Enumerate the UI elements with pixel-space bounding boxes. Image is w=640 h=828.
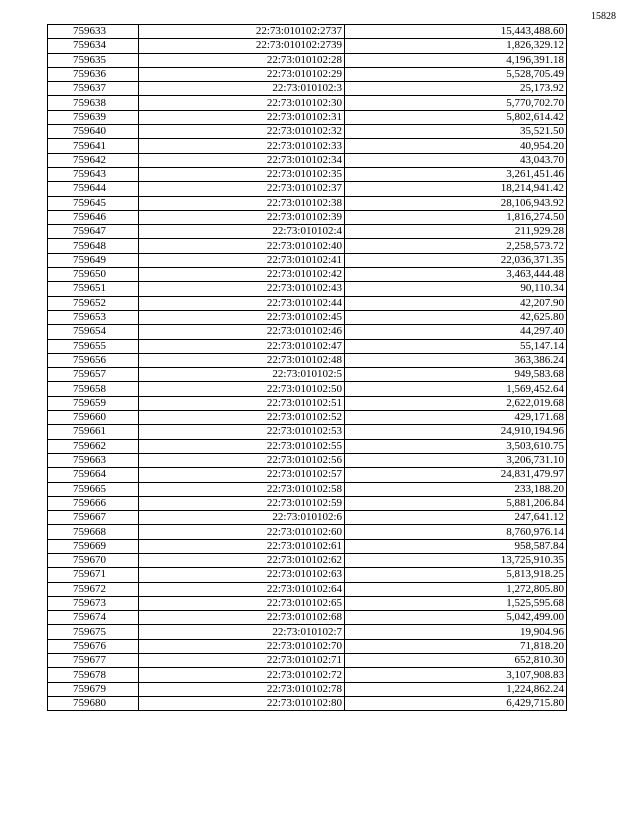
- table-row: [48, 339, 567, 353]
- cadastral-number-cell: 22:73:010102:63: [139, 568, 345, 582]
- amount-cell: 958,587.84: [345, 539, 567, 553]
- row-id-cell: 759652: [48, 296, 139, 310]
- amount-cell: 2,622,019.68: [345, 396, 567, 410]
- amount-cell: 3,503,610.75: [345, 439, 567, 453]
- table-row: [48, 639, 567, 653]
- page-number: 15828: [591, 11, 616, 22]
- table-row: [48, 67, 567, 81]
- row-id-cell: 759668: [48, 525, 139, 539]
- table-row: [48, 696, 567, 710]
- row-id-cell: 759640: [48, 125, 139, 139]
- amount-cell: 2,258,573.72: [345, 239, 567, 253]
- amount-cell: 1,272,805.80: [345, 582, 567, 596]
- amount-cell: 13,725,910.35: [345, 553, 567, 567]
- amount-cell: 1,525,595.68: [345, 596, 567, 610]
- cadastral-number-cell: 22:73:010102:40: [139, 239, 345, 253]
- amount-cell: 5,881,206.84: [345, 496, 567, 510]
- table-row: [48, 582, 567, 596]
- row-id-cell: 759680: [48, 696, 139, 710]
- table-row: [48, 296, 567, 310]
- table-row: [48, 39, 567, 53]
- amount-cell: 18,214,941.42: [345, 182, 567, 196]
- row-id-cell: 759646: [48, 210, 139, 224]
- cadastral-number-cell: 22:73:010102:29: [139, 67, 345, 81]
- amount-cell: 949,583.68: [345, 368, 567, 382]
- row-id-cell: 759675: [48, 625, 139, 639]
- table-row: [48, 611, 567, 625]
- row-id-cell: 759672: [48, 582, 139, 596]
- row-id-cell: 759645: [48, 196, 139, 210]
- row-id-cell: 759636: [48, 67, 139, 81]
- cadastral-number-cell: 22:73:010102:61: [139, 539, 345, 553]
- row-id-cell: 759634: [48, 39, 139, 53]
- amount-cell: 42,207.90: [345, 296, 567, 310]
- cadastral-number-cell: 22:73:010102:43: [139, 282, 345, 296]
- row-id-cell: 759671: [48, 568, 139, 582]
- cadastral-number-cell: 22:73:010102:55: [139, 439, 345, 453]
- table-row: [48, 568, 567, 582]
- cadastral-number-cell: 22:73:010102:46: [139, 325, 345, 339]
- row-id-cell: 759641: [48, 139, 139, 153]
- cadastral-number-cell: 22:73:010102:50: [139, 382, 345, 396]
- row-id-cell: 759666: [48, 496, 139, 510]
- amount-cell: 5,770,702.70: [345, 96, 567, 110]
- cadastral-number-cell: 22:73:010102:30: [139, 96, 345, 110]
- table-row: [48, 353, 567, 367]
- row-id-cell: 759648: [48, 239, 139, 253]
- row-id-cell: 759654: [48, 325, 139, 339]
- row-id-cell: 759647: [48, 225, 139, 239]
- table-row: [48, 682, 567, 696]
- row-id-cell: 759656: [48, 353, 139, 367]
- cadastral-number-cell: 22:73:010102:39: [139, 210, 345, 224]
- cadastral-number-cell: 22:73:010102:41: [139, 253, 345, 267]
- table-row: [48, 325, 567, 339]
- amount-cell: 5,528,705.49: [345, 67, 567, 81]
- amount-cell: 5,802,614.42: [345, 110, 567, 124]
- table-row: [48, 182, 567, 196]
- cadastral-number-cell: 22:73:010102:31: [139, 110, 345, 124]
- cadastral-number-cell: 22:73:010102:5: [139, 368, 345, 382]
- table-row: [48, 539, 567, 553]
- row-id-cell: 759633: [48, 25, 139, 39]
- row-id-cell: 759674: [48, 611, 139, 625]
- amount-cell: 3,463,444.48: [345, 268, 567, 282]
- table-row: [48, 96, 567, 110]
- table-row: [48, 310, 567, 324]
- cadastral-number-cell: 22:73:010102:45: [139, 310, 345, 324]
- table-row: [48, 411, 567, 425]
- table-row: [48, 654, 567, 668]
- amount-cell: 8,760,976.14: [345, 525, 567, 539]
- cadastral-number-cell: 22:73:010102:44: [139, 296, 345, 310]
- cadastral-number-cell: 22:73:010102:72: [139, 668, 345, 682]
- table-row: [48, 268, 567, 282]
- row-id-cell: 759657: [48, 368, 139, 382]
- row-id-cell: 759644: [48, 182, 139, 196]
- table-row: [48, 625, 567, 639]
- row-id-cell: 759650: [48, 268, 139, 282]
- table-body: [48, 25, 567, 711]
- amount-cell: 22,036,371.35: [345, 253, 567, 267]
- table-row: [48, 139, 567, 153]
- cadastral-number-cell: 22:73:010102:65: [139, 596, 345, 610]
- cadastral-number-cell: 22:73:010102:60: [139, 525, 345, 539]
- cadastral-number-cell: 22:73:010102:32: [139, 125, 345, 139]
- cadastral-number-cell: 22:73:010102:4: [139, 225, 345, 239]
- row-id-cell: 759635: [48, 53, 139, 67]
- row-id-cell: 759637: [48, 82, 139, 96]
- row-id-cell: 759679: [48, 682, 139, 696]
- cadastral-number-cell: 22:73:010102:80: [139, 696, 345, 710]
- amount-cell: 3,107,908.83: [345, 668, 567, 682]
- amount-cell: 15,443,488.60: [345, 25, 567, 39]
- amount-cell: 1,826,329.12: [345, 39, 567, 53]
- table-row: [48, 496, 567, 510]
- row-id-cell: 759678: [48, 668, 139, 682]
- amount-cell: 652,810.30: [345, 654, 567, 668]
- row-id-cell: 759651: [48, 282, 139, 296]
- table-row: [48, 668, 567, 682]
- amount-cell: 40,954.20: [345, 139, 567, 153]
- row-id-cell: 759642: [48, 153, 139, 167]
- row-id-cell: 759660: [48, 411, 139, 425]
- cadastral-number-cell: 22:73:010102:51: [139, 396, 345, 410]
- cadastral-number-cell: 22:73:010102:58: [139, 482, 345, 496]
- table-row: [48, 110, 567, 124]
- cadastral-number-cell: 22:73:010102:2737: [139, 25, 345, 39]
- amount-cell: 233,188.20: [345, 482, 567, 496]
- table-row: [48, 25, 567, 39]
- cadastral-number-cell: 22:73:010102:3: [139, 82, 345, 96]
- table-row: [48, 125, 567, 139]
- table-row: [48, 210, 567, 224]
- table-row: [48, 368, 567, 382]
- amount-cell: 429,171.68: [345, 411, 567, 425]
- cadastral-number-cell: 22:73:010102:2739: [139, 39, 345, 53]
- table-row: [48, 253, 567, 267]
- cadastral-number-cell: 22:73:010102:52: [139, 411, 345, 425]
- table-row: [48, 82, 567, 96]
- row-id-cell: 759639: [48, 110, 139, 124]
- amount-cell: 4,196,391.18: [345, 53, 567, 67]
- amount-cell: 44,297.40: [345, 325, 567, 339]
- cadastral-number-cell: 22:73:010102:78: [139, 682, 345, 696]
- amount-cell: 211,929.28: [345, 225, 567, 239]
- amount-cell: 90,110.34: [345, 282, 567, 296]
- table-row: [48, 553, 567, 567]
- amount-cell: 19,904.96: [345, 625, 567, 639]
- row-id-cell: 759649: [48, 253, 139, 267]
- cadastral-number-cell: 22:73:010102:37: [139, 182, 345, 196]
- amount-cell: 35,521.50: [345, 125, 567, 139]
- amount-cell: 24,831,479.97: [345, 468, 567, 482]
- amount-cell: 5,042,499.00: [345, 611, 567, 625]
- amount-cell: 1,224,862.24: [345, 682, 567, 696]
- table-row: [48, 425, 567, 439]
- row-id-cell: 759661: [48, 425, 139, 439]
- cadastral-number-cell: 22:73:010102:47: [139, 339, 345, 353]
- cadastral-number-cell: 22:73:010102:68: [139, 611, 345, 625]
- amount-cell: 24,910,194.96: [345, 425, 567, 439]
- cadastral-number-cell: 22:73:010102:53: [139, 425, 345, 439]
- row-id-cell: 759663: [48, 453, 139, 467]
- table-row: [48, 596, 567, 610]
- cadastral-number-cell: 22:73:010102:35: [139, 167, 345, 181]
- table-row: [48, 53, 567, 67]
- table-row: [48, 482, 567, 496]
- amount-cell: 43,043.70: [345, 153, 567, 167]
- cadastral-number-cell: 22:73:010102:33: [139, 139, 345, 153]
- table-row: [48, 196, 567, 210]
- cadastral-number-cell: 22:73:010102:71: [139, 654, 345, 668]
- amount-cell: 1,569,452.64: [345, 382, 567, 396]
- amount-cell: 28,106,943.92: [345, 196, 567, 210]
- amount-cell: 71,818.20: [345, 639, 567, 653]
- amount-cell: 55,147.14: [345, 339, 567, 353]
- table-row: [48, 225, 567, 239]
- table-row: [48, 439, 567, 453]
- table-row: [48, 153, 567, 167]
- table-row: [48, 382, 567, 396]
- amount-cell: 42,625.80: [345, 310, 567, 324]
- row-id-cell: 759653: [48, 310, 139, 324]
- amount-cell: 247,641.12: [345, 511, 567, 525]
- table-row: [48, 511, 567, 525]
- table-row: [48, 468, 567, 482]
- cadastral-number-cell: 22:73:010102:70: [139, 639, 345, 653]
- row-id-cell: 759638: [48, 96, 139, 110]
- table-row: [48, 453, 567, 467]
- cadastral-number-cell: 22:73:010102:28: [139, 53, 345, 67]
- cadastral-number-cell: 22:73:010102:62: [139, 553, 345, 567]
- data-table: [47, 24, 567, 711]
- table-row: [48, 282, 567, 296]
- row-id-cell: 759655: [48, 339, 139, 353]
- amount-cell: 5,813,918.25: [345, 568, 567, 582]
- row-id-cell: 759677: [48, 654, 139, 668]
- cadastral-number-cell: 22:73:010102:48: [139, 353, 345, 367]
- row-id-cell: 759643: [48, 167, 139, 181]
- row-id-cell: 759664: [48, 468, 139, 482]
- cadastral-number-cell: 22:73:010102:7: [139, 625, 345, 639]
- row-id-cell: 759669: [48, 539, 139, 553]
- row-id-cell: 759676: [48, 639, 139, 653]
- cadastral-number-cell: 22:73:010102:42: [139, 268, 345, 282]
- amount-cell: 363,386.24: [345, 353, 567, 367]
- row-id-cell: 759670: [48, 553, 139, 567]
- row-id-cell: 759658: [48, 382, 139, 396]
- cadastral-number-cell: 22:73:010102:59: [139, 496, 345, 510]
- cadastral-number-cell: 22:73:010102:34: [139, 153, 345, 167]
- cadastral-number-cell: 22:73:010102:6: [139, 511, 345, 525]
- table-row: [48, 396, 567, 410]
- table-row: [48, 239, 567, 253]
- cadastral-number-cell: 22:73:010102:56: [139, 453, 345, 467]
- row-id-cell: 759673: [48, 596, 139, 610]
- row-id-cell: 759667: [48, 511, 139, 525]
- amount-cell: 1,816,274.50: [345, 210, 567, 224]
- cadastral-number-cell: 22:73:010102:38: [139, 196, 345, 210]
- amount-cell: 3,206,731.10: [345, 453, 567, 467]
- table-row: [48, 167, 567, 181]
- amount-cell: 3,261,451.46: [345, 167, 567, 181]
- amount-cell: 25,173.92: [345, 82, 567, 96]
- row-id-cell: 759659: [48, 396, 139, 410]
- row-id-cell: 759665: [48, 482, 139, 496]
- table-row: [48, 525, 567, 539]
- cadastral-number-cell: 22:73:010102:64: [139, 582, 345, 596]
- cadastral-number-cell: 22:73:010102:57: [139, 468, 345, 482]
- amount-cell: 6,429,715.80: [345, 696, 567, 710]
- row-id-cell: 759662: [48, 439, 139, 453]
